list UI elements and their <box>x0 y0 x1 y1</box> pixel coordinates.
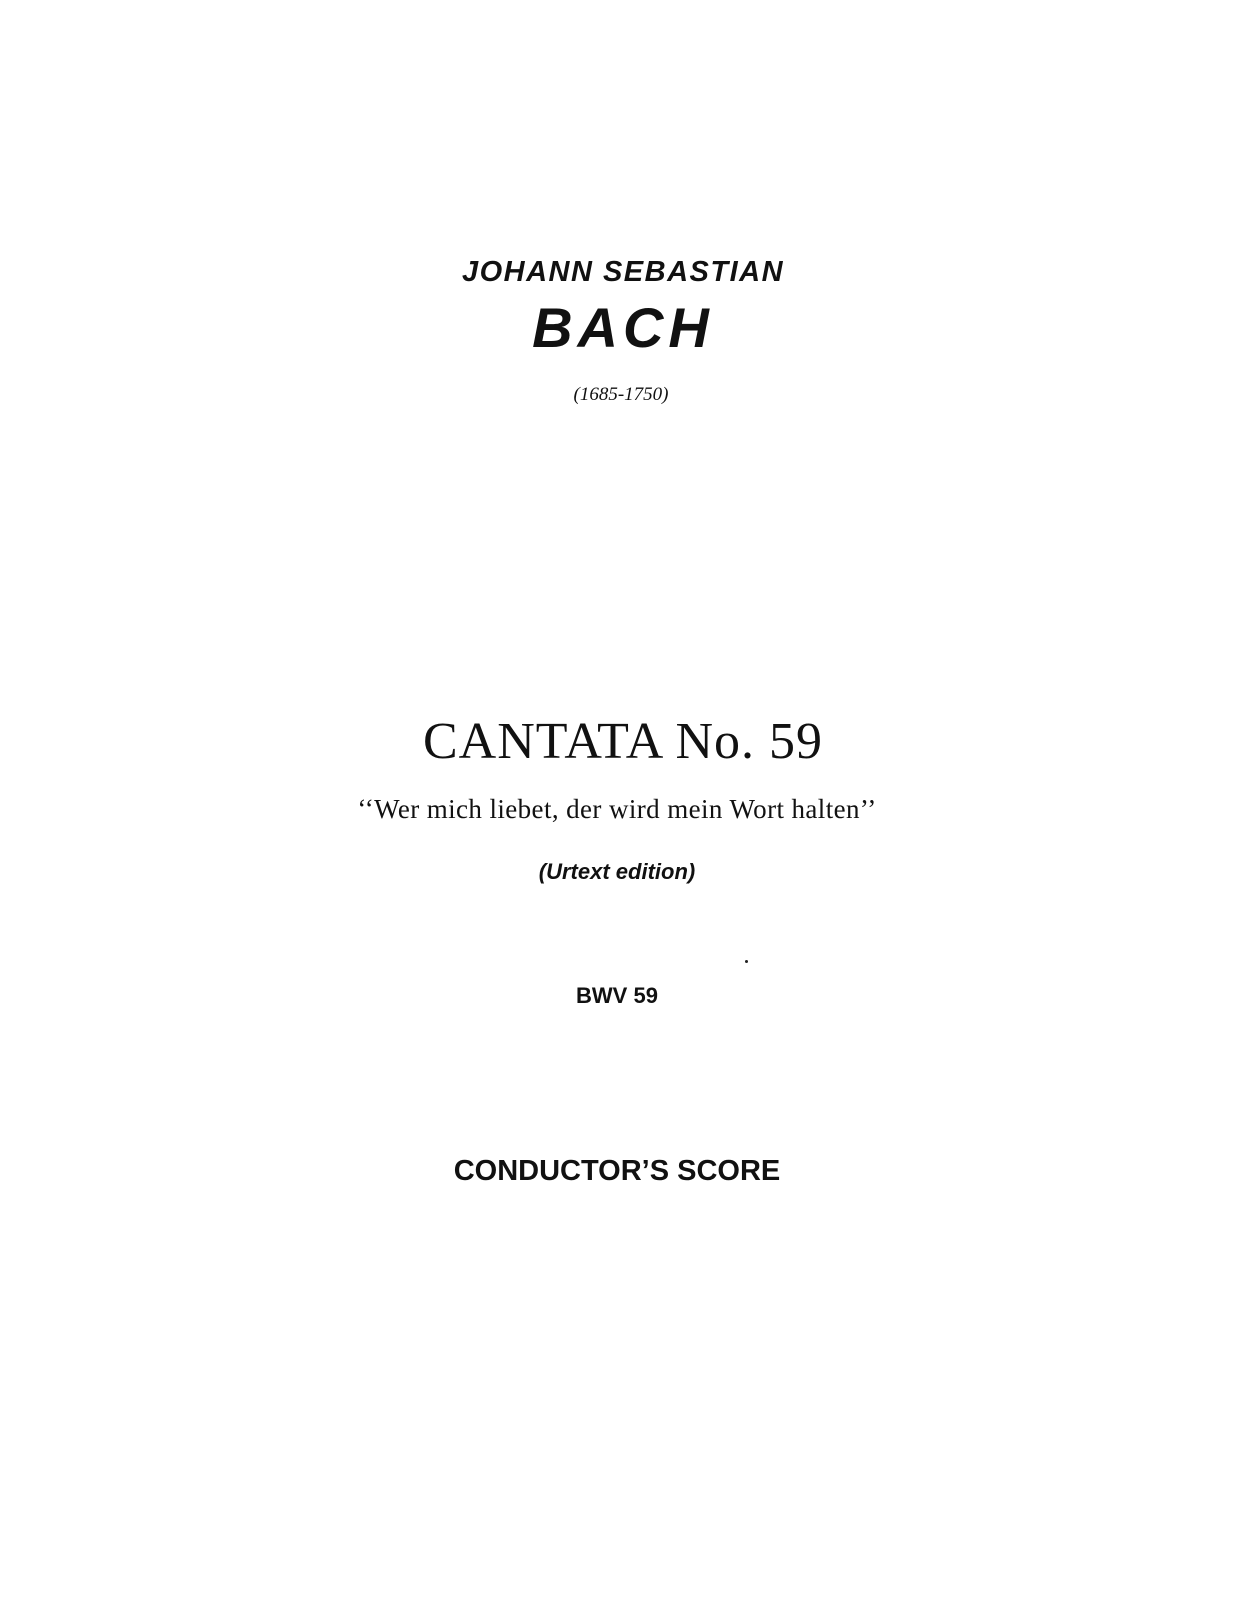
composer-surname: BACH <box>532 296 714 359</box>
score-type: CONDUCTOR’S SCORE <box>453 1155 781 1187</box>
catalog-number: BWV 59 <box>576 983 658 1008</box>
work-subtitle: ‘‘Wer mich liebet, der wird mein Wort halten’’ <box>357 794 877 824</box>
work-title: CANTATA No. 59 <box>422 713 823 770</box>
edition-note: (Urtext edition) <box>538 859 696 884</box>
composer-first-names: JOHANN SEBASTIAN <box>461 256 785 288</box>
scan-speck <box>745 960 748 963</box>
composer-dates: (1685-1750) <box>573 384 669 405</box>
